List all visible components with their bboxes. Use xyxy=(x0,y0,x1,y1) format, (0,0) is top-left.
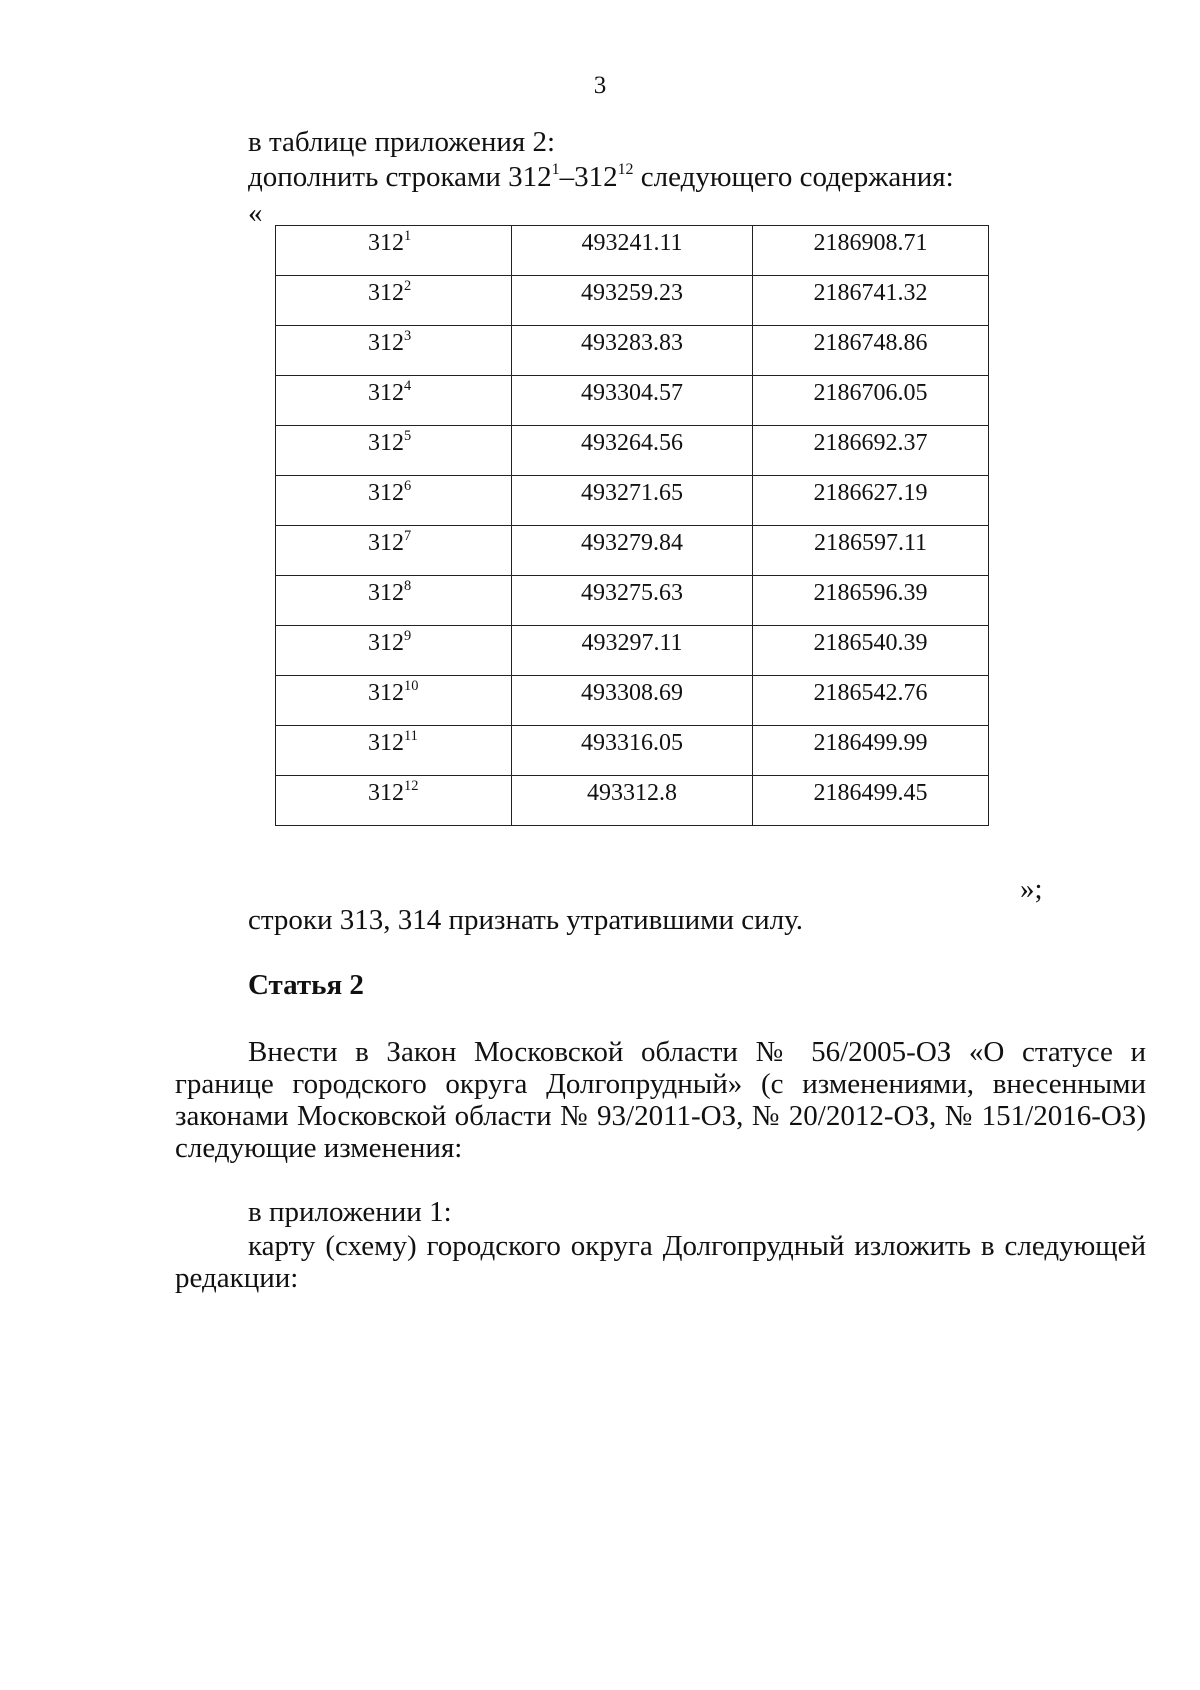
point-number-base: 312 xyxy=(368,330,404,356)
point-number-sup: 10 xyxy=(404,677,419,694)
point-number-base: 312 xyxy=(368,230,404,256)
point-number-base: 312 xyxy=(368,580,404,606)
point-number-sup: 8 xyxy=(404,577,412,594)
open-quote: « xyxy=(248,197,263,229)
x-coordinate-cell: 493275.63 xyxy=(512,576,753,626)
point-number-base: 312 xyxy=(368,730,404,756)
table-row xyxy=(276,626,989,676)
appendix-line: в приложении 1: xyxy=(248,1196,452,1228)
y-coordinate-cell: 2186692.37 xyxy=(753,426,989,476)
intro-line-2 xyxy=(248,160,954,194)
point-number-sup: 4 xyxy=(404,377,412,394)
point-number-base: 312 xyxy=(368,480,404,506)
x-coordinate-cell: 493316.05 xyxy=(512,726,753,776)
x-coordinate-cell: 493241.11 xyxy=(512,226,753,276)
y-coordinate-cell: 2186596.39 xyxy=(753,576,989,626)
x-coordinate-cell: 493259.23 xyxy=(512,276,753,326)
point-number-base: 312 xyxy=(368,530,404,556)
y-coordinate-cell: 2186540.39 xyxy=(753,626,989,676)
rows-removed-text: строки 313, 314 признать утратившими силу. xyxy=(248,904,804,936)
article-heading: Статья 2 xyxy=(248,969,364,1001)
point-number-sup: 9 xyxy=(404,627,412,644)
x-coordinate-cell: 493264.56 xyxy=(512,426,753,476)
y-coordinate-cell: 2186627.19 xyxy=(753,476,989,526)
x-coordinate-cell: 493297.11 xyxy=(512,626,753,676)
point-number-sup: 7 xyxy=(404,527,412,544)
y-coordinate-cell: 2186499.45 xyxy=(753,776,989,826)
intro-line-2-sup-start: 1 xyxy=(551,161,560,179)
table-row xyxy=(276,776,989,826)
point-number-cell xyxy=(276,326,512,376)
point-number-base: 312 xyxy=(368,280,404,306)
x-coordinate-cell: 493304.57 xyxy=(512,376,753,426)
table-row xyxy=(276,226,989,276)
x-coordinate-cell: 493283.83 xyxy=(512,326,753,376)
y-coordinate-cell: 2186908.71 xyxy=(753,226,989,276)
point-number-sup: 3 xyxy=(404,327,412,344)
point-number-cell xyxy=(276,376,512,426)
point-number-base: 312 xyxy=(368,780,404,806)
point-number-cell xyxy=(276,476,512,526)
point-number-cell xyxy=(276,576,512,626)
close-quote: »; xyxy=(1020,873,1043,905)
coordinates-table-body xyxy=(276,226,989,826)
point-number-base: 312 xyxy=(368,380,404,406)
intro-line-2-sup-end: 12 xyxy=(617,161,634,179)
point-number-base: 312 xyxy=(368,680,404,706)
point-number-sup: 11 xyxy=(404,727,418,744)
y-coordinate-cell: 2186499.99 xyxy=(753,726,989,776)
intro-line-2-prefix: дополнить строками 312 xyxy=(248,161,552,193)
x-coordinate-cell: 493271.65 xyxy=(512,476,753,526)
point-number-cell xyxy=(276,526,512,576)
table-row xyxy=(276,726,989,776)
x-coordinate-cell: 493279.84 xyxy=(512,526,753,576)
y-coordinate-cell: 2186741.32 xyxy=(753,276,989,326)
y-coordinate-cell: 2186597.11 xyxy=(753,526,989,576)
table-row xyxy=(276,676,989,726)
point-number-base: 312 xyxy=(368,630,404,656)
point-number-sup: 12 xyxy=(404,777,419,794)
intro-line-2-suffix: следующего содержания: xyxy=(633,161,954,193)
table-row xyxy=(276,576,989,626)
point-number-cell xyxy=(276,276,512,326)
coordinates-table xyxy=(275,225,989,826)
table-row xyxy=(276,476,989,526)
intro-line-2-dash: –312 xyxy=(559,161,618,193)
x-coordinate-cell: 493308.69 xyxy=(512,676,753,726)
table-row xyxy=(276,526,989,576)
y-coordinate-cell: 2186706.05 xyxy=(753,376,989,426)
point-number-cell xyxy=(276,676,512,726)
table-row xyxy=(276,276,989,326)
article-body: Внести в Закон Московской области № 56/2005-ОЗ «О статусе и границе городского округа Долгопрудный» (с изменениями, внесенными законами Московской области № 93/2011-ОЗ, № 20/2012-ОЗ, № 151/2016-ОЗ) следующие изменения: xyxy=(175,1036,1146,1164)
table-row xyxy=(276,426,989,476)
y-coordinate-cell: 2186748.86 xyxy=(753,326,989,376)
map-instruction: карту (схему) городского округа Долгопрудный изложить в следующей редакции: xyxy=(175,1230,1146,1294)
intro-line-1: в таблице приложения 2: xyxy=(248,126,556,158)
point-number-cell xyxy=(276,226,512,276)
table-row xyxy=(276,376,989,426)
x-coordinate-cell: 493312.8 xyxy=(512,776,753,826)
point-number-cell xyxy=(276,726,512,776)
point-number-cell xyxy=(276,626,512,676)
table-row xyxy=(276,326,989,376)
page-number: 3 xyxy=(593,72,607,99)
point-number-sup: 5 xyxy=(404,427,412,444)
point-number-sup: 6 xyxy=(404,477,412,494)
point-number-sup: 2 xyxy=(404,277,412,294)
point-number-sup: 1 xyxy=(404,227,412,244)
point-number-cell xyxy=(276,776,512,826)
point-number-cell xyxy=(276,426,512,476)
point-number-base: 312 xyxy=(368,430,404,456)
y-coordinate-cell: 2186542.76 xyxy=(753,676,989,726)
